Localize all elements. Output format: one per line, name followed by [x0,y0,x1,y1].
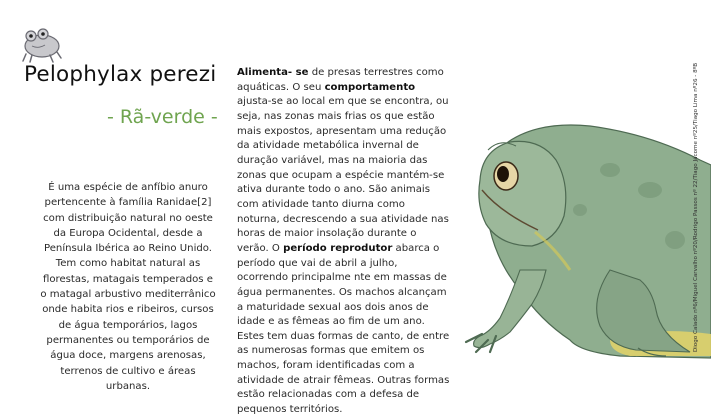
frog-icon [18,24,64,64]
credits-text: Diogo Calado nº6/Miguel Carvalho nº20/Rodrigo Passos nº 22/Tiago Jácome nº25/Tiago Lima nº26 - 8ºB [693,62,699,352]
page-title: Pelophylax perezi [24,62,217,87]
periodo-reprodutor-label: período reprodutor [283,242,393,254]
intro-paragraph: É uma espécie de anfíbio anuro pertencente à família Ranidae[2] com distribuição natural no oeste da Europa Ocidental, desde a Península Ibérica ao Reino Unido. Tem como habitat natural as florestas, matagais temperados e o matagal arbustivo mediterrânico onde habita rios e ribeiros, cursos de água temporários, lagos permanentes ou temporários de água doce, margens arenosas, terrenos de cultivo e áreas urbanas. [40,182,216,392]
body-text-2: ajusta-se ao local em que se encontra, ou seja, nas zonas mais frias os que estão mais expostos, apresentam uma redução da atividade metabólica invernal de duração variável, mas na maioria das zonas que ocupam a espécie mantém-se ativa durante todo o ano. São animais com atividade tanto diurna como noturna, decrescendo a sua atividade nas horas de maior insolação durante o verão. O [237,96,449,254]
frog-illustration [460,120,711,370]
comportamento-label: comportamento [324,81,416,93]
body-text-1: de presas terrestres como aquáticas. O seu [237,67,444,93]
alimenta-label: Alimenta- se [237,67,309,78]
body-paragraph [237,66,450,418]
subtitle: - Rã-verde - [107,106,218,128]
body-text-3: abarca o período que vai de abril a julho, ocorrendo principalme nte em massas de água permanentes. Os machos alcançam a maturidade sexual aos dois anos de idade e as fêmeas ao fim de um ano. Estes tem duas formas de canto, de entre as numerosas formas que emitem os machos, foram identificadas com a atividade de atrair fêmeas. Outras formas estão relacionadas com a defesa de pequenos territórios. [237,242,450,416]
